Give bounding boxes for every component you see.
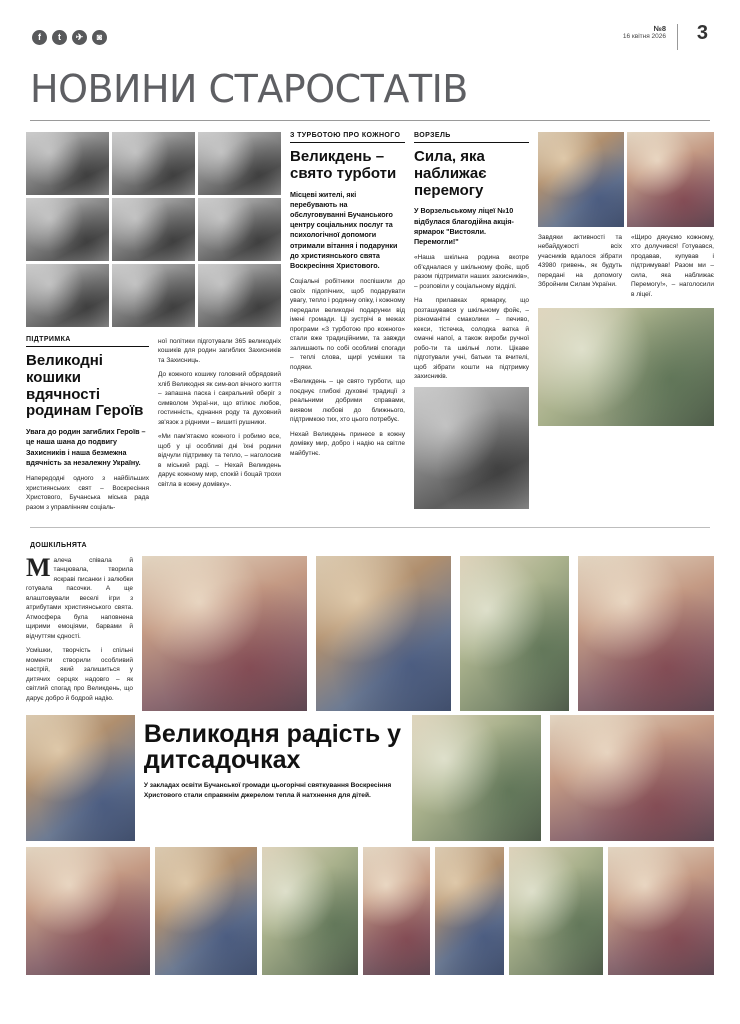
kids-photo [26, 715, 135, 841]
headline-support: Великодні кошики вдячності родинам Героїв [26, 352, 144, 420]
paragraph: На прилавках ярмарку, що розташувався у шкільному фойє, – різноманітні смаколики – печиво, кекси, тістечка, солодка ватка й смачні напої, а також вироби ручної робо-ти та шкільні лоти. Цікаве підготували учні, батьки та вчителі, щоб зібрати кошти на підтримку захисників. [414, 297, 529, 381]
kicker-rule [26, 346, 149, 347]
portrait-photo [26, 264, 109, 327]
instagram-icon[interactable]: ◙ [92, 30, 107, 45]
kids-photo [578, 556, 714, 711]
kids-photo [316, 556, 450, 711]
kids-photo [142, 556, 307, 711]
kids-photo [412, 715, 541, 841]
column-vorzel [414, 132, 529, 517]
fair-photo [538, 132, 624, 227]
page-number: 3 [696, 22, 708, 44]
social-icons [32, 30, 107, 45]
fair-photo-wide [538, 308, 714, 426]
kicker-rule [290, 142, 405, 143]
kids-photo [435, 847, 504, 975]
facebook-icon[interactable]: f [32, 30, 47, 45]
issue-number: №8 [653, 24, 666, 33]
kicker-care: З ТУРБОТОЮ ПРО КОЖНОГО [290, 132, 401, 139]
column-care [290, 132, 405, 517]
paragraph: Усмішки, творчість і спільні моменти створили особливий настрій, який залишиться у дитячих серцях надовго – як світлий спогад про Великдень, що дарує добро й бодрой надію. [26, 647, 134, 702]
kids-photo [262, 847, 358, 975]
fair-photo [414, 387, 529, 509]
kids-bottom-row [26, 847, 714, 975]
kids-photo [26, 847, 150, 975]
lead-vorzel: У Ворзельському ліцеї №10 відбулася благодійна акція-ярмарок "Вистояли. Перемогли!" [414, 206, 514, 247]
portrait-photo [198, 198, 281, 261]
paragraph: Нехай Великдень принесе в кожну домівку мир, добро і надію на світле майбутнє. [290, 430, 405, 457]
portrait-photo [198, 132, 281, 195]
paragraph: «Щиро дякуємо кожному, хто долучився! Готувався, продавав, купував і підтримував! Разом ми – сила, яка наближає Перемогу!», – наголосили в ліцеї. [631, 234, 714, 298]
paragraph: ної політики підготували 365 великодніх кошиків для родин загиблих Захисників та Захисниць. [158, 338, 281, 364]
fair-photo [627, 132, 714, 227]
headline-kids: Великодня радість у дитсадочках [143, 720, 402, 774]
kids-photo [608, 847, 714, 975]
paragraph: «Наша шкільна родина вкотре об'єдналася у шкільному фойє, щоб разом підтримати наших захисників», – розповіли у соціальному відділі. [414, 254, 529, 290]
page-title: НОВИНИ СТАРОСТАТІВ [30, 67, 468, 111]
issue-date: 16 квітня 2026 [622, 33, 666, 41]
kids-photo [155, 847, 257, 975]
divider [677, 24, 678, 50]
headline-care: Великдень – свято турботи [290, 148, 397, 182]
paragraph: «Великдень – це свято турботи, що поєднує глибокі духовні традиції з реальними добрими справами, виявом любові до ближнього, підтримкою тих, хто цього потребує. [290, 378, 405, 424]
kids-middle-row [26, 715, 714, 841]
portrait-photo-grid [26, 132, 281, 327]
column-support [26, 132, 281, 517]
headline-vorzel: Сила, яка наближає перемогу [414, 148, 487, 199]
section-rule [30, 527, 710, 528]
issue-info [623, 24, 666, 42]
kicker-vorzel: ВОРЗЕЛЬ [414, 132, 451, 139]
paragraph: До кожного кошику головний обрядовий хліб Великодня як сим-вол вічного життя – запашна паска і сакральний оберіг з символом Украї-ни, що втілює любов, гостинність, єднання роду та духовний зв'язок з рідними – вишиті рушники. [158, 371, 281, 426]
kids-top-row [26, 553, 714, 711]
paragraph: Завдяки активності та небайдужості всіх учасників вдалося зібрати 43980 гривень, як будуть передані на допомогу Збройним Силам України. [538, 234, 622, 289]
portrait-photo [26, 198, 109, 261]
paragraph: Соціальні робітники поспішили до своїх підопічних, щоб подарувати увагу, тепло і родинну опіку, і кожному передали великодні подарунки від імені громади. Ці зустрічі в межах програми «З турботою про кожного» стали вже традиційними, та завжди залишають по собі особливі спогади – теплі слова, щирі усмішки та подяки. [290, 278, 405, 371]
lead-care: Місцеві жителі, які перебувають на обслуговуванні Бучанського центру соціальних послуг та психологічної допомоги отримали вітання і подарунки до християнського свята Воскресіння Христового. [290, 189, 398, 271]
kicker-support: ПІДТРИМКА [26, 336, 71, 343]
portrait-photo [112, 132, 195, 195]
column-vorzel-photos [538, 132, 714, 517]
paragraph: Напередодні одного з найбільших християнських свят – Воскресіння Христового, Бучанська міська рада разом з управлінням соціаль- [26, 475, 149, 511]
kids-photo [550, 715, 714, 841]
portrait-photo [26, 132, 109, 195]
kicker-kids: ДОШКІЛЬНЯТА [30, 542, 88, 549]
kids-photo [509, 847, 603, 975]
lead-support: Увага до родин загиблих Героїв – це наша шана до подвигу Захисників і наша безмежна вдячність за незалежну Україну. [26, 427, 146, 467]
portrait-photo [112, 264, 195, 327]
portrait-photo [112, 198, 195, 261]
telegram-icon[interactable]: ✈ [72, 30, 87, 45]
masthead [26, 24, 714, 68]
kids-photo [363, 847, 430, 975]
section-kids [26, 542, 714, 975]
title-rule [30, 120, 710, 121]
top-section [26, 132, 714, 517]
portrait-photo [198, 264, 281, 327]
paragraph: «Ми пам'ятаємо кожного і робимо все, щоб у ці особливі дні їхні родини відчули підтримку та тепло, – наголосив в міський раді. – Нехай Великдень дарує кожному мир, спокій і боцай трохи світла в кожну домівку». [158, 433, 281, 488]
kids-photo [460, 556, 569, 711]
twitter-icon[interactable]: t [52, 30, 67, 45]
kicker-rule [414, 142, 529, 143]
standfirst-kids: У закладах освіти Бучанської громади цьогорічні святкування Воскресіння Христового стали справжнім джерелом тепла й натхнення для дітей. [143, 782, 392, 799]
paragraph: Малеча співала й танцювала, творила яскраві писанки і залюбки готувала пасочки. А ще влаштовували веселі ігри з атрибутами християнського свята. Атмосфера була наповнена щирими емоціями, барвами й відчуттям єдності. [26, 553, 134, 640]
